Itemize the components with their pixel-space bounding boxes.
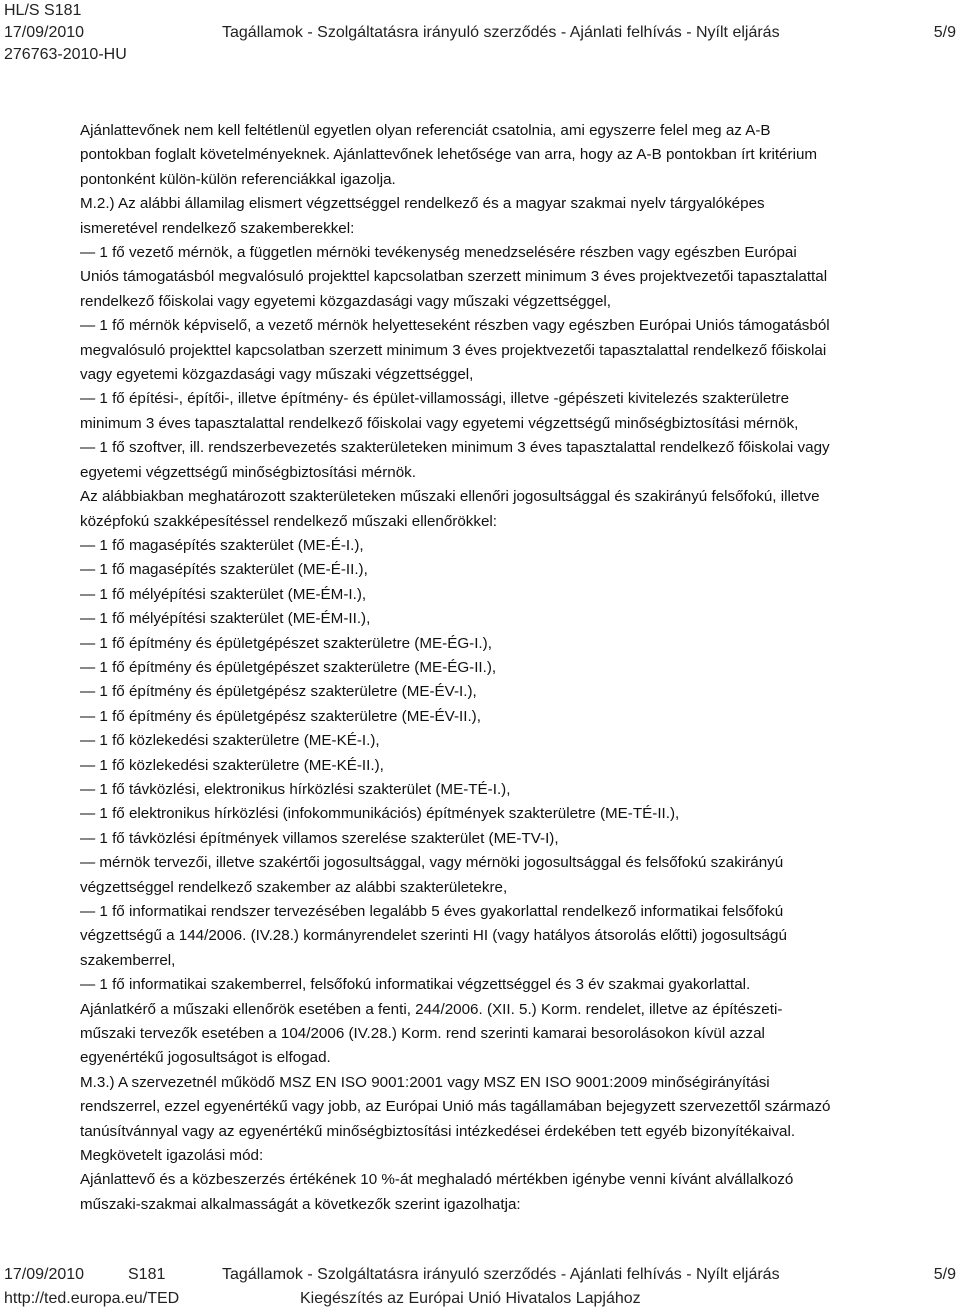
text-line: rendszerrel, ezzel egyenértékű vagy jobb, az Európai Unió más tagállamában bejegyzett szervezettől származó [80,1098,831,1116]
text-line: M.2.) Az alábbi államilag elismert végzettséggel rendelkező és a magyar szakmai nyelv tárgyalóképes [80,195,765,213]
text-line: pontonként külön-külön referenciákkal igazolja. [80,170,396,188]
text-line: végzettséggel rendelkező szakember az alábbi szakterületekre, [80,878,508,896]
text-line: — mérnök tervezői, illetve szakértői jogosultsággal, vagy mérnöki jogosultsággal és felsőfokú szakirányú [80,854,784,872]
text-line: — 1 fő mérnök képviselő, a vezető mérnök helyetteseként részben vagy egészben Európai Uniós támogatásból [80,317,830,335]
text-line: vagy egyetemi közgazdasági vagy műszaki végzettséggel, [80,366,474,384]
text-line: Az alábbiakban meghatározott szakterületeken műszaki ellenőri jogosultsággal és szakirányú felsőfokú, illetve [80,488,820,506]
text-line: ismeretével rendelkező szakemberekkel: [80,219,355,237]
text-line: rendelkező főiskolai vagy egyetemi közgazdasági vagy műszaki végzettséggel, [80,292,612,310]
text-line: — 1 fő elektronikus hírközlési (infokommunikációs) építmények szakterületre (ME-TÉ-II.), [80,805,680,823]
text-line: — 1 fő mélyépítési szakterület (ME-ÉM-I.), [80,585,367,603]
footer-date: 17/09/2010 [4,1266,85,1283]
header-doc-id: 276763-2010-HU [4,46,127,63]
text-line: Ajánlatkérő a műszaki ellenőrök esetében a fenti, 244/2006. (XII. 5.) Korm. rendelet, illetve az építészeti- [80,1000,783,1018]
text-line: Megkövetelt igazolási mód: [80,1147,264,1165]
header-date: 17/09/2010 [4,24,85,41]
text-line: — 1 fő magasépítés szakterület (ME-É-II.), [80,561,368,579]
text-line: — 1 fő építmény és épületgépészet szakterületre (ME-ÉG-II.), [80,658,497,676]
footer-subtitle: Kiegészítés az Európai Unió Hivatalos Lapjához [300,1290,641,1307]
text-line: — 1 fő építmény és épületgépészet szakterületre (ME-ÉG-I.), [80,634,492,652]
text-line: — 1 fő közlekedési szakterületre (ME-KÉ-I.), [80,732,380,750]
header-page-number: 5/9 [933,24,956,41]
text-line: szakemberrel, [80,951,176,969]
text-line: Ajánlattevő és a közbeszerzés értékének 10 %-át meghaladó mértékben igénybe venni kívánt alvállalkozó [80,1171,794,1189]
text-line: — 1 fő közlekedési szakterületre (ME-KÉ-II.), [80,756,384,774]
text-line: — 1 fő informatikai rendszer tervezésében legalább 5 éves gyakorlattal rendelkező informatikai felsőfokú [80,903,784,920]
text-line: végzettségű a 144/2006. (IV.28.) kormányrendelet szerinti HI (vagy hatályos átsorolás előtti) jogosultságú [80,927,787,945]
text-line: megvalósuló projekttel kapcsolatban szerzett minimum 3 éves projektvezetői tapasztalattal rendelkező főiskolai [80,341,827,359]
text-line: tanúsítvánnyal vagy az egyenértékű minőségbiztosítási intézkedései érdekében tett egyéb bizonyítékaival. [80,1122,796,1140]
footer-title: Tagállamok - Szolgáltatásra irányuló szerződés - Ajánlati felhívás - Nyílt eljárás [222,1266,780,1283]
header-series: HL/S S181 [4,2,82,19]
text-line: középfokú szakképesítéssel rendelkező műszaki ellenőrökkel: [80,512,498,530]
text-line: M.3.) A szervezetnél működő MSZ EN ISO 9001:2001 vagy MSZ EN ISO 9001:2009 minőségirányítási [80,1073,770,1091]
text-line: — 1 fő mélyépítési szakterület (ME-ÉM-II.), [80,610,371,628]
footer-url: http://ted.europa.eu/TED [4,1290,180,1307]
text-line: egyenértékű jogosultságot is elfogad. [80,1049,331,1067]
text-line: — 1 fő szoftver, ill. rendszerbevezetés szakterületeken minimum 3 éves tapasztalattal rendelkező főiskolai vagy [80,439,830,457]
text-line: — 1 fő távközlési, elektronikus hírközlési szakterület (ME-TÉ-I.), [80,780,511,798]
text-line: — 1 fő építmény és épületgépész szakterületre (ME-ÉV-II.), [80,707,481,725]
text-line: műszaki tervezők esetében a 104/2006 (IV.28.) Korm. rend szerinti kamarai besorolásokon kívül azzal [80,1025,765,1043]
text-line: — 1 fő magasépítés szakterület (ME-É-I.), [80,536,364,554]
footer-series: S181 [128,1266,166,1283]
text-line: műszaki-szakmai alkalmasságát a következők szerint igazolhatja: [80,1195,521,1213]
text-line: egyetemi végzettségű minőségbiztosítási mérnök. [80,463,416,481]
document-body [80,119,960,1217]
text-line: — 1 fő távközlési építmények villamos szerelése szakterület (ME-TV-I), [80,829,559,847]
page-footer [0,1264,960,1311]
text-line: — 1 fő vezető mérnök, a független mérnöki tevékenység menedzselésére részben vagy egészben Európai [80,244,797,262]
text-line: Ajánlattevőnek nem kell feltétlenül egyetlen olyan referenciát csatolnia, ami egyszerre felel meg az A-B [80,122,771,139]
header-title: Tagállamok - Szolgáltatásra irányuló szerződés - Ajánlati felhívás - Nyílt eljárás [222,24,780,41]
text-line: — 1 fő informatikai szakemberrel, felsőfokú informatikai végzettséggel és 3 év szakmai gyakorlattal. [80,976,751,994]
text-line: Uniós támogatásból megvalósuló projekttel kapcsolatban szerzett minimum 3 éves projektvezetői tapasztalattal [80,268,828,286]
footer-page-number: 5/9 [933,1266,956,1283]
text-line: minimum 3 éves tapasztalattal rendelkező főiskolai vagy egyetemi végzettségű minőségbiztosítási mérnök, [80,414,799,432]
text-line: — 1 fő építmény és épületgépész szakterületre (ME-ÉV-I.), [80,683,477,701]
text-line: — 1 fő építési-, építői-, illetve építmény- és épület-villamossági, illetve -gépészeti kivitelezés szakterületre [80,390,790,408]
text-line: pontokban foglalt követelményeknek. Ajánlattevőnek lehetősége van arra, hogy az A-B pontokban írt kritérium [80,146,818,164]
